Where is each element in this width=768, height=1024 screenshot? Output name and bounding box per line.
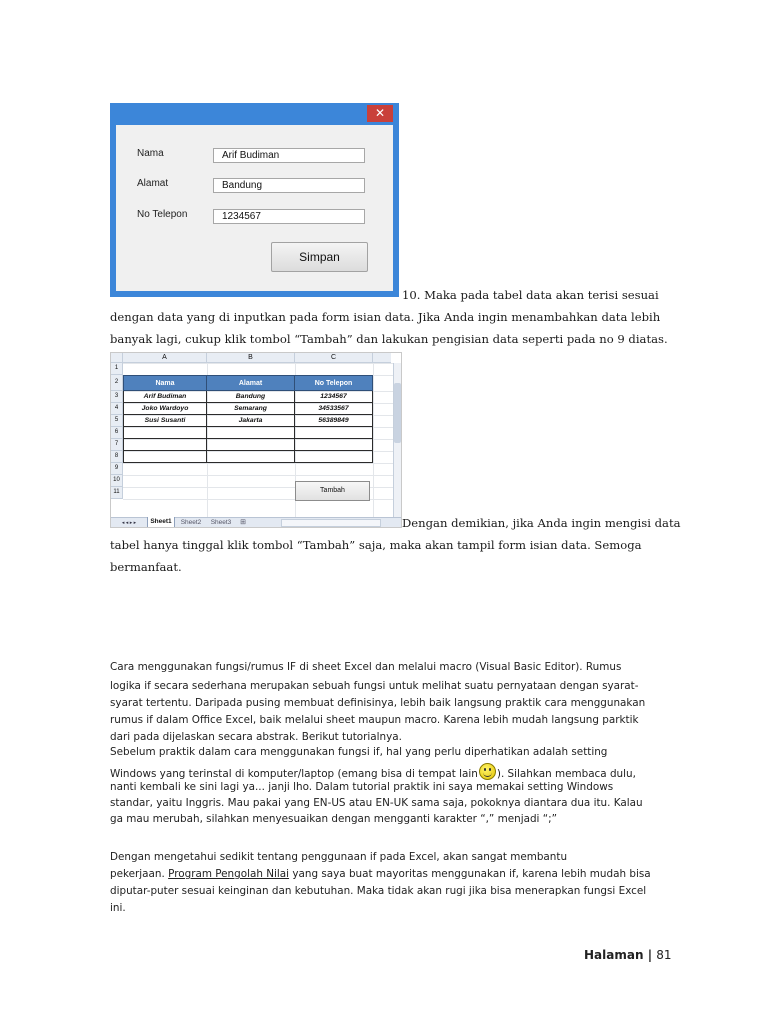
- tab-sheet2[interactable]: Sheet2: [180, 519, 202, 526]
- tab-sheet3[interactable]: Sheet3: [210, 519, 232, 526]
- table-cell[interactable]: [207, 451, 295, 463]
- table-cell[interactable]: [295, 451, 373, 463]
- simpan-button[interactable]: Simpan: [271, 242, 368, 272]
- section-line7-rest: ). Silahkan membaca dulu,: [496, 768, 636, 780]
- para1-line2: dengan data yang di inputkan pada form isian data. Jika Anda ingin menambahkan data lebih: [110, 310, 661, 324]
- table-cell[interactable]: 1234567: [295, 391, 373, 403]
- table-cell[interactable]: [295, 439, 373, 451]
- table-cell[interactable]: [207, 427, 295, 439]
- section-line8: nanti kembali ke sini lagi ya... janji lho. Dalam tutorial praktik ini saya memakai setting Windows: [110, 781, 614, 793]
- para1-line3: banyak lagi, cukup klik tombol “Tambah” dan lakukan pengisian data seperti pada no 9 diatas.: [110, 332, 668, 346]
- table-cell[interactable]: [207, 439, 295, 451]
- scrollbar-thumb[interactable]: [394, 383, 401, 443]
- form-screenshot: [110, 103, 399, 297]
- row-header: 4: [111, 403, 123, 415]
- gridline: [373, 363, 374, 517]
- closing-line2-pre: pekerjaan.: [110, 868, 169, 880]
- section-line7-text: Windows yang terinstal di komputer/laptop (emang bisa di tempat lain: [110, 768, 478, 780]
- column-header-c: C: [295, 353, 373, 363]
- close-icon[interactable]: ✕: [367, 105, 393, 122]
- telepon-label: No Telepon: [137, 209, 188, 220]
- row-header: 1: [111, 363, 123, 375]
- para1-line1: 10. Maka pada tabel data akan terisi sesuai: [402, 288, 659, 302]
- table-cell[interactable]: [123, 439, 207, 451]
- row-header: 6: [111, 427, 123, 439]
- section-line2: logika if secara sederhana merupakan sebuah fungsi untuk melihat suatu pernyataan dengan syarat-: [110, 680, 639, 692]
- table-header-telepon: No Telepon: [295, 375, 373, 391]
- table-cell[interactable]: 56389849: [295, 415, 373, 427]
- section-line6: Sebelum praktik dalam cara menggunakan fungsi if, hal yang perlu diperhatikan adalah setting: [110, 746, 608, 758]
- form-client-area: [116, 125, 393, 291]
- closing-line4: ini.: [110, 902, 126, 914]
- footer-separator: |: [647, 948, 653, 962]
- row-header: 11: [111, 487, 123, 499]
- table-header-nama: Nama: [123, 375, 207, 391]
- nama-label: Nama: [137, 148, 164, 159]
- table-cell[interactable]: [295, 427, 373, 439]
- alamat-field[interactable]: Bandung: [213, 178, 365, 193]
- closing-line3: diputar-puter sesuai keinginan dan kebutuhan. Maka tidak akan rugi jika bisa menerapkan fungsi Excel: [110, 885, 647, 897]
- gridline: [123, 475, 393, 476]
- row-header: 5: [111, 415, 123, 427]
- gridline: [123, 463, 393, 464]
- table-cell[interactable]: Semarang: [207, 403, 295, 415]
- section-line4: rumus if dalam Office Excel, baik melalui sheet maupun macro. Karena lebih mudah langsung parktik: [110, 714, 639, 726]
- corner-cell: [111, 353, 123, 363]
- table-cell[interactable]: Bandung: [207, 391, 295, 403]
- row-header: 10: [111, 475, 123, 487]
- insert-sheet-icon[interactable]: ⊞: [240, 519, 246, 526]
- horizontal-scrollbar[interactable]: [281, 519, 381, 527]
- column-header-a: A: [123, 353, 207, 363]
- tab-nav-arrows[interactable]: ◂ ◂ ▸ ▸: [121, 520, 137, 526]
- table-header-alamat: Alamat: [207, 375, 295, 391]
- table-cell[interactable]: [123, 427, 207, 439]
- tab-sheet1[interactable]: Sheet1: [147, 517, 175, 528]
- section-line10: ga mau merubah, silahkan menyesuaikan dengan mengganti karakter “,” menjadi “;”: [110, 813, 557, 825]
- tambah-button[interactable]: Tambah: [295, 481, 370, 501]
- table-cell[interactable]: Joko Wardoyo: [123, 403, 207, 415]
- para2-line1: Dengan demikian, jika Anda ingin mengisi data: [402, 516, 681, 530]
- page-footer: [584, 948, 672, 962]
- row-header: 8: [111, 451, 123, 463]
- smiley-icon: [479, 763, 496, 780]
- telepon-field[interactable]: 1234567: [213, 209, 365, 224]
- table-cell[interactable]: Susi Susanti: [123, 415, 207, 427]
- section-line1: Cara menggunakan fungsi/rumus IF di sheet Excel dan melalui macro (Visual Basic Editor). Rumus: [110, 661, 622, 673]
- section-line3: syarat tertentu. Daripada pusing membuat definisinya, lebih baik langsung praktik cara menggunakan: [110, 697, 646, 709]
- table-cell[interactable]: Jakarta: [207, 415, 295, 427]
- alamat-label: Alamat: [137, 178, 169, 189]
- gridline: [123, 363, 393, 364]
- column-header-rest: [373, 353, 391, 363]
- para2-line3: bermanfaat.: [110, 560, 182, 574]
- row-header: 3: [111, 391, 123, 403]
- page-number: 81: [656, 948, 672, 962]
- closing-line2: [110, 868, 651, 880]
- column-header-b: B: [207, 353, 295, 363]
- row-header: 7: [111, 439, 123, 451]
- section-line5: dari pada dijelaskan secara abstrak. Berikut tutorialnya.: [110, 731, 402, 743]
- section-line9: standar, yaitu Inggris. Mau pakai yang EN-US atau EN-UK sama saja, pokoknya diantara dua itu. Kalau: [110, 797, 643, 809]
- table-cell[interactable]: 34533567: [295, 403, 373, 415]
- table-cell[interactable]: [123, 451, 207, 463]
- spreadsheet-screenshot: [110, 352, 402, 528]
- table-cell[interactable]: Arif Budiman: [123, 391, 207, 403]
- section-line7: [110, 763, 636, 780]
- footer-label: Halaman: [584, 948, 644, 962]
- closing-line2-post: yang saya buat mayoritas menggunakan if, karena lebih mudah bisa: [289, 868, 651, 880]
- para2-line2: tabel hanya tinggal klik tombol “Tambah” saja, maka akan tampil form isian data. Semoga: [110, 538, 642, 552]
- program-pengolah-nilai-link[interactable]: Program Pengolah Nilai: [168, 868, 290, 880]
- nama-field[interactable]: Arif Budiman: [213, 148, 365, 163]
- row-header: 2: [111, 375, 123, 391]
- closing-line1: Dengan mengetahui sedikit tentang penggunaan if pada Excel, akan sangat membantu: [110, 851, 568, 863]
- row-header: 9: [111, 463, 123, 475]
